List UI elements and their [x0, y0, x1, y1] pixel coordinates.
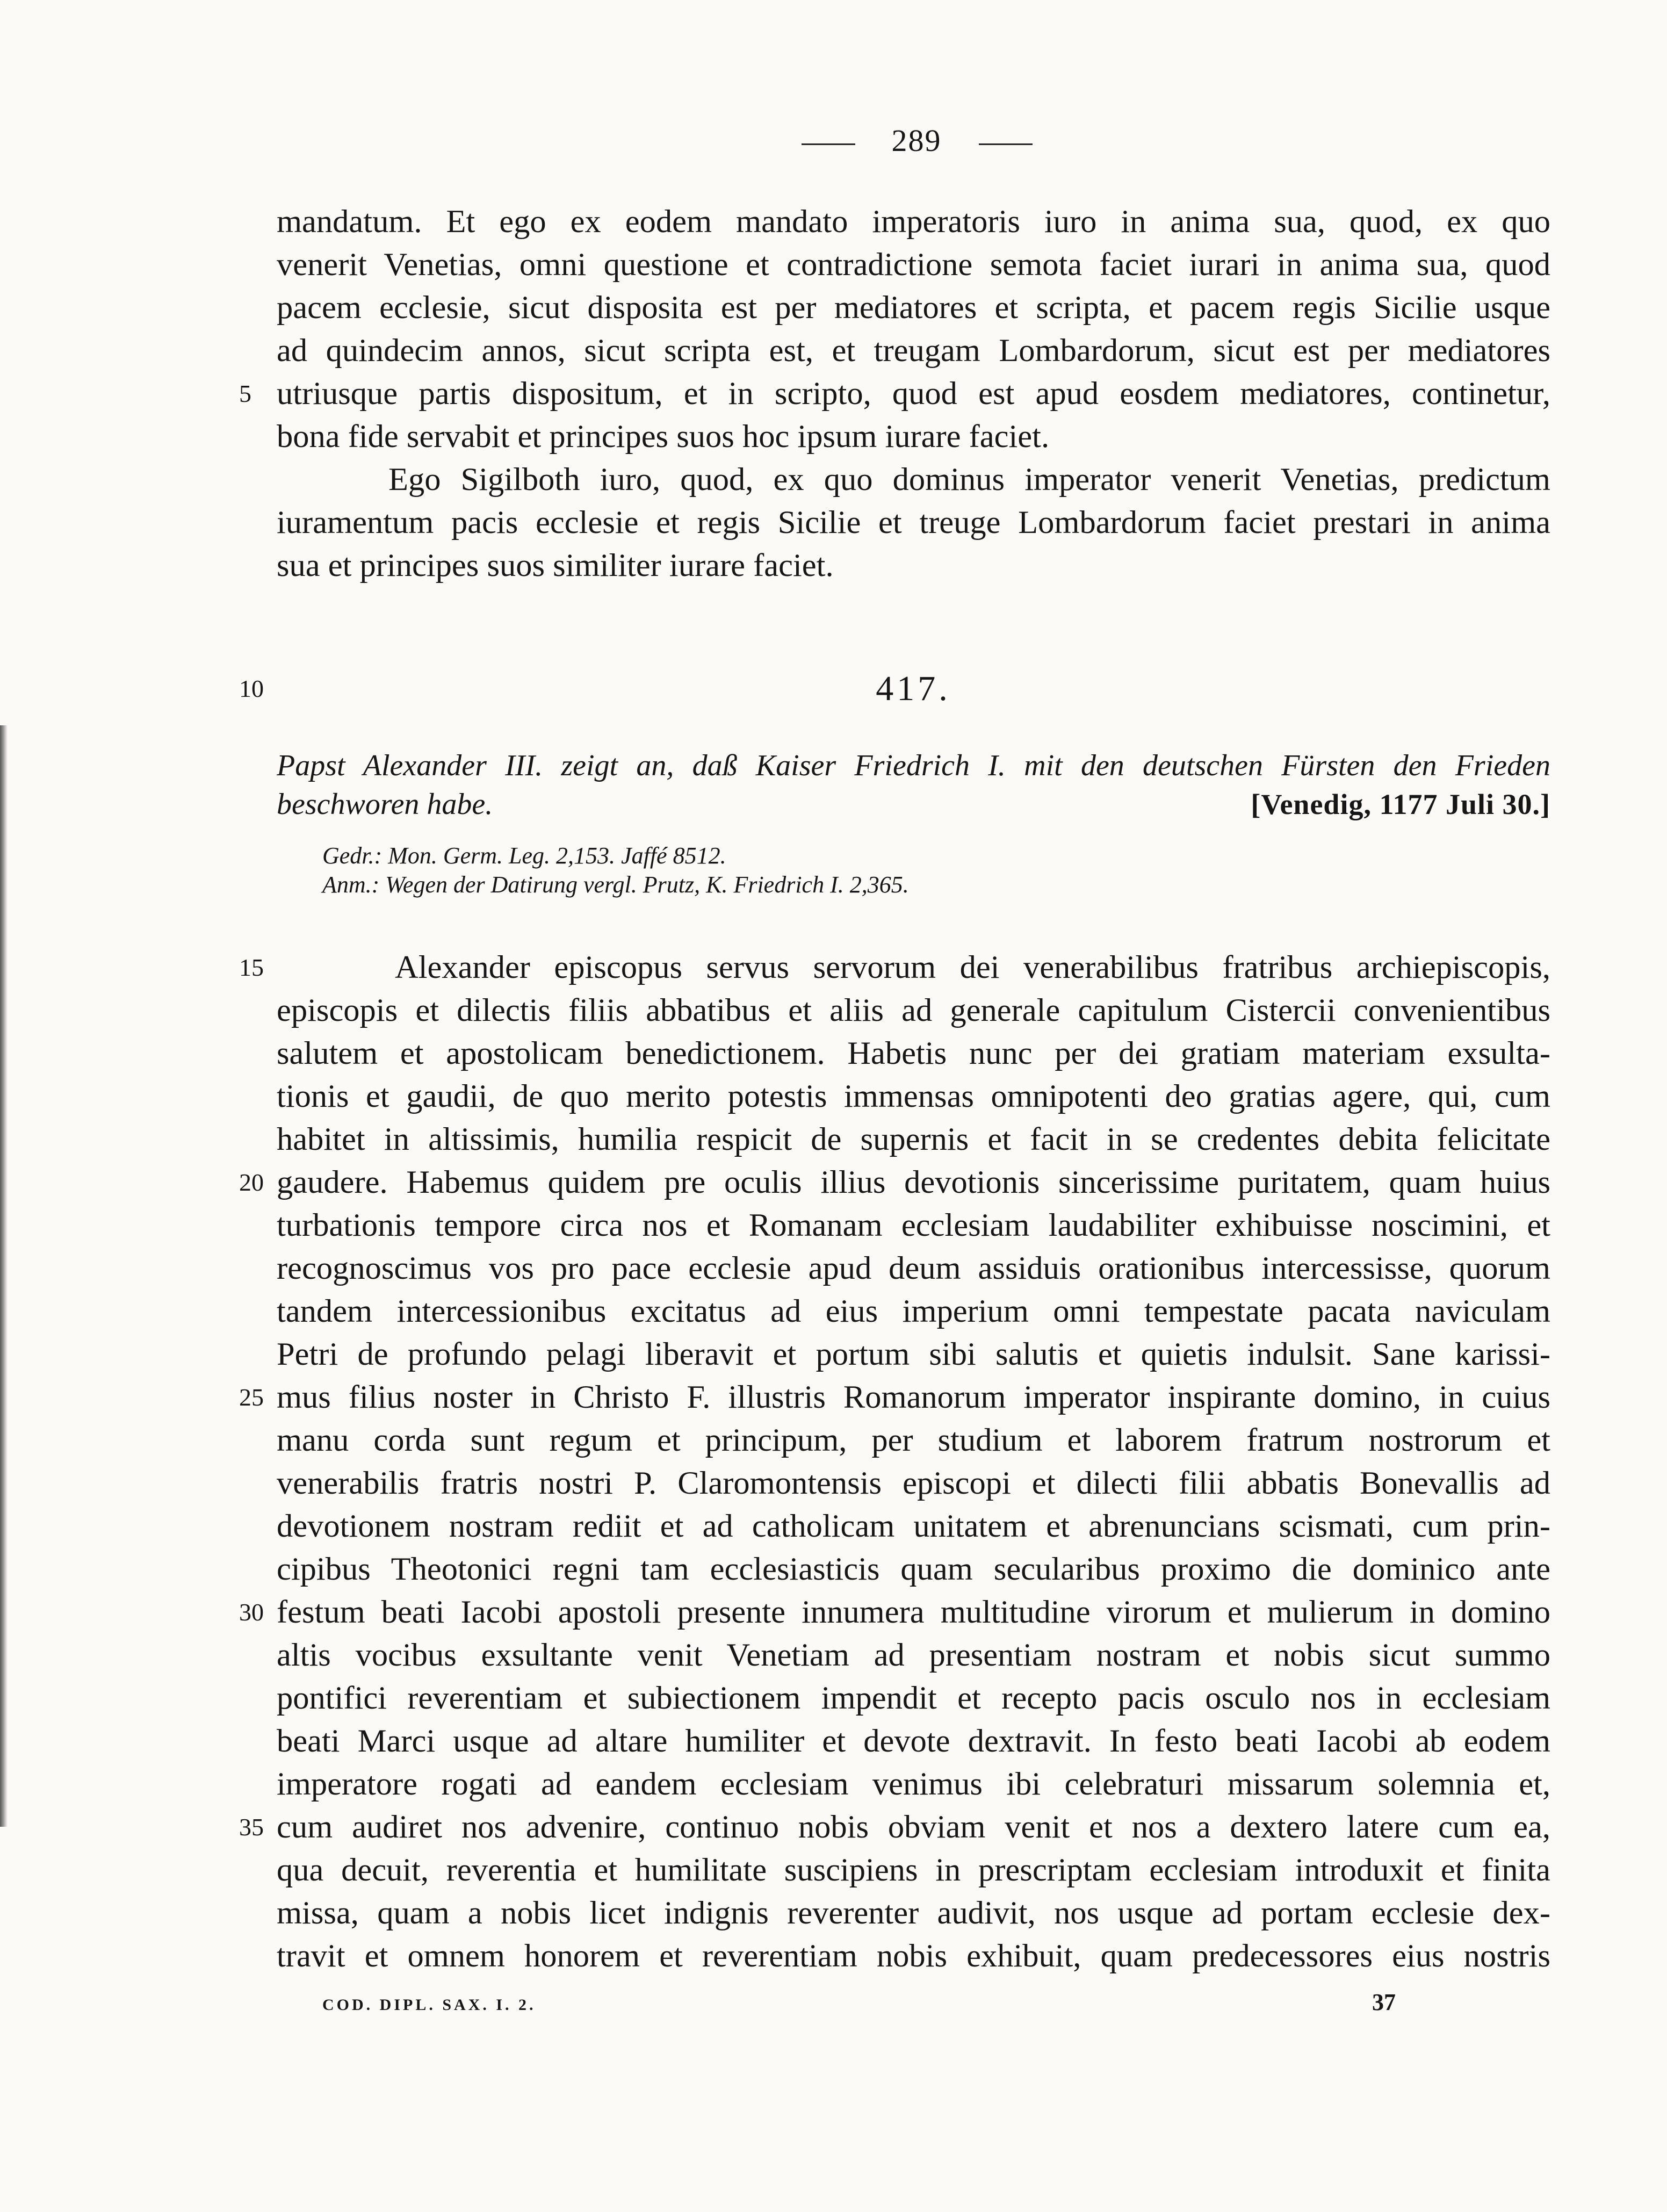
regest-line: Papst Alexander III. zeigt an, daß Kaiser Friedrich I. mit den deutschen Fürsten den Frieden — [277, 749, 1550, 782]
header-rule-left — [802, 143, 855, 145]
text-line: venerabilis fratris nostri P. Claromontensis episcopi et dilecti filii abbatis Bonevallis ad — [277, 1465, 1550, 1501]
document-date: [Venedig, 1177 Juli 30.] — [1251, 788, 1550, 820]
line-number: 35 — [239, 1813, 264, 1841]
text-line: utriusque partis dispositum, et in scripto, quod est apud eosdem mediatores, continetur, — [277, 376, 1550, 412]
line-number: 30 — [239, 1598, 264, 1626]
text-line: devotionem nostram rediit et ad catholicam unitatem et abrenuncians scismati, cum prin- — [277, 1508, 1550, 1544]
text-line: tandem intercessionibus excitatus ad eius imperium omni tempestate pacata naviculam — [277, 1293, 1550, 1329]
text-line: pontifici reverentiam et subiectionem impendit et recepto pacis osculo nos in ecclesiam — [277, 1680, 1550, 1716]
text-line: tionis et gaudii, de quo merito potestis immensas omnipotenti deo gratias agere, qui, cum — [277, 1078, 1550, 1114]
header-rule-right — [979, 143, 1033, 145]
text-line: iuramentum pacis ecclesie et regis Sicilie et treuge Lombardorum faciet prestari in anima — [277, 505, 1550, 541]
text-line: sua et principes suos similiter iurare faciet. — [277, 547, 834, 583]
page-number: 289 — [891, 123, 942, 158]
line-number: 10 — [239, 675, 264, 702]
text-line: imperatore rogati ad eandem ecclesiam venimus ibi celebraturi missarum solemnia et, — [277, 1766, 1550, 1802]
footer-signature: COD. DIPL. SAX. I. 2. — [322, 1996, 536, 2014]
document-number: 417. — [876, 669, 951, 708]
text-line: qua decuit, reverentia et humilitate suscipiens in prescriptam ecclesiam introduxit et finita — [277, 1852, 1550, 1888]
text-line: beati Marci usque ad altare humiliter et devote dextravit. In festo beati Iacobi ab eodem — [277, 1723, 1550, 1759]
text-line: travit et omnem honorem et reverentiam nobis exhibuit, quam predecessores eius nostris — [277, 1938, 1550, 1974]
text-line: bona fide servabit et principes suos hoc ipsum iurare faciet. — [277, 419, 1050, 455]
text-line: ad quindecim annos, sicut scripta est, et treugam Lombardorum, sicut est per mediatores — [277, 333, 1550, 369]
text-line: cum audiret nos advenire, continuo nobis obviam venit et nos a dextero latere cum ea, — [277, 1809, 1550, 1845]
text-line: gaudere. Habemus quidem pre oculis illius devotionis sincerissime puritatem, quam huius — [277, 1164, 1550, 1200]
text-line: mandatum. Et ego ex eodem mandato imperatoris iuro in anima sua, quod, ex quo — [277, 204, 1550, 240]
line-number: 15 — [239, 954, 264, 981]
text-line: Petri de profundo pelagi liberavit et portum sibi salutis et quietis indulsit. Sane karissi- — [277, 1336, 1550, 1372]
scan-edge-shadow — [0, 725, 8, 1827]
regest-line: beschworen habe. — [277, 788, 493, 821]
remark-note: Anm.: Wegen der Datirung vergl. Prutz, K. Friedrich I. 2,365. — [322, 871, 909, 898]
printed-note: Gedr.: Mon. Germ. Leg. 2,153. Jaffé 8512. — [322, 842, 726, 869]
line-number: 5 — [239, 380, 251, 407]
text-line: pacem ecclesie, sicut disposita est per mediatores et scripta, et pacem regis Sicilie usque — [277, 290, 1550, 326]
text-line: mus filius noster in Christo F. illustris Romanorum imperator inspirante domino, in cuius — [277, 1379, 1550, 1415]
text-line: Alexander episcopus servus servorum dei venerabilibus fratribus archiepiscopis, — [395, 949, 1550, 985]
text-line: turbationis tempore circa nos et Romanam ecclesiam laudabiliter exhibuisse noscimini, et — [277, 1207, 1550, 1243]
line-number: 25 — [239, 1384, 264, 1411]
text-line: episcopis et dilectis filiis abbatibus et aliis ad generale capitulum Cistercii convenientibus — [277, 992, 1550, 1028]
footer-sheet-number: 37 — [1372, 1989, 1396, 2015]
text-line: recognoscimus vos pro pace ecclesie apud deum assiduis orationibus intercessisse, quorum — [277, 1250, 1550, 1286]
text-line: salutem et apostolicam benedictionem. Habetis nunc per dei gratiam materiam exsulta- — [277, 1035, 1550, 1071]
text-line: manu corda sunt regum et principum, per studium et laborem fratrum nostrorum et — [277, 1422, 1550, 1458]
text-line: Ego Sigilboth iuro, quod, ex quo dominus imperator venerit Venetias, predictum — [388, 462, 1550, 498]
text-line: habitet in altissimis, humilia respicit de supernis et facit in se credentes debita felicitate — [277, 1121, 1550, 1157]
text-line: missa, quam a nobis licet indignis reverenter audivit, nos usque ad portam ecclesie dex- — [277, 1895, 1550, 1931]
text-line: altis vocibus exsultante venit Venetiam ad presentiam nostram et nobis sicut summo — [277, 1637, 1550, 1673]
text-line: cipibus Theotonici regni tam ecclesiasticis quam secularibus proximo die dominico ante — [277, 1551, 1550, 1587]
text-line: venerit Venetias, omni questione et contradictione semota faciet iurari in anima sua, quod — [277, 247, 1550, 283]
line-number: 20 — [239, 1169, 264, 1196]
text-line: festum beati Iacobi apostoli presente innumera multitudine virorum et mulierum in domino — [277, 1594, 1550, 1630]
